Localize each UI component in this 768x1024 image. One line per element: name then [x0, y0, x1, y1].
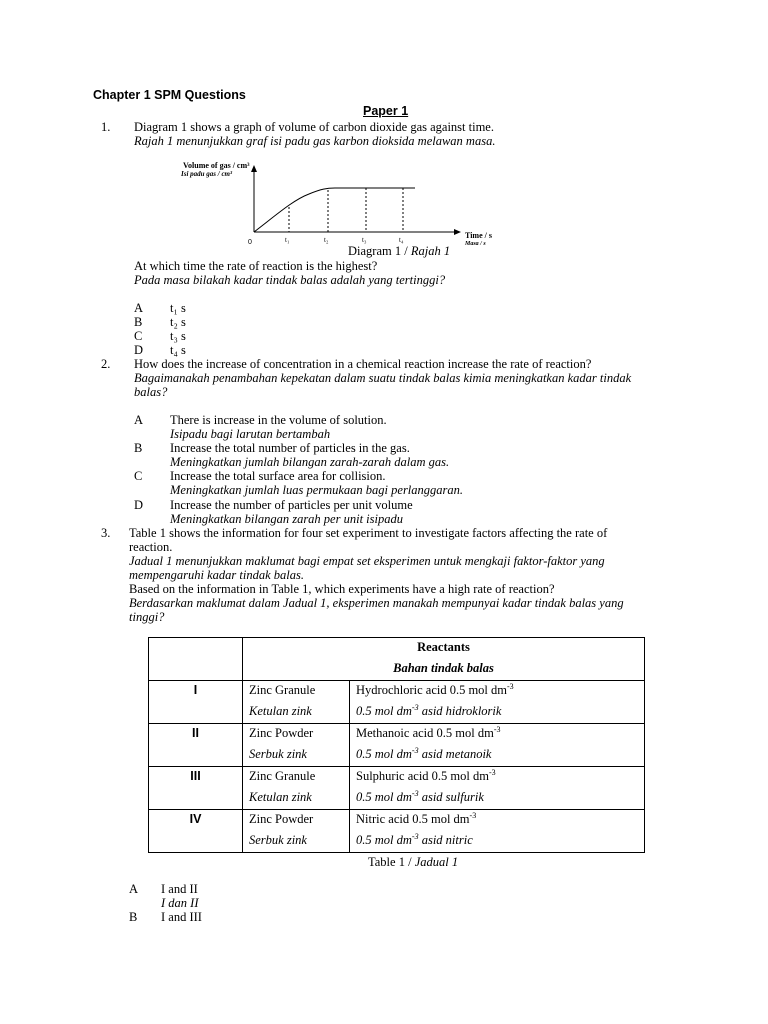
table-acid-cell: Sulphuric acid 0.5 mol $dm^{-3}$ 0.5 mol $dm^{-3}$ asid sulfurik: [350, 767, 645, 810]
q2-option-c-en: Increase the total surface area for collision.: [170, 469, 386, 483]
table-zinc-cell: Zinc Granule Ketulan zink: [243, 681, 350, 724]
q3-option-b-letter: B: [129, 910, 138, 924]
q2-option-d-en: Increase the number of particles per unit volume: [170, 498, 413, 512]
q1-option-c-letter: C: [134, 329, 143, 343]
q2-text-en: How does the increase of concentration in a chemical reaction increase the rate of reaction?: [134, 357, 592, 371]
table-header-empty: [149, 638, 243, 681]
table-row: [149, 681, 645, 724]
q3-text-ms-line2: mempengaruhi kadar tindak balas.: [129, 568, 304, 582]
table-zinc-cell: Zinc Powder Serbuk zink: [243, 724, 350, 767]
q2-option-a-ms: Isipadu bagi larutan bertambah: [170, 427, 331, 441]
q1-option-a-text: t₁ s: [170, 301, 186, 315]
q2-option-a-letter: A: [134, 413, 144, 427]
q1-option-a-letter: A: [134, 301, 144, 315]
table-acid-cell: Methanoic acid 0.5 mol $dm^{-3}$ 0.5 mol $dm^{-3}$ asid metanoik: [350, 724, 645, 767]
q2-number: 2.: [101, 357, 111, 371]
chapter-heading: Chapter 1 SPM Questions: [93, 88, 246, 102]
graph-y-label-ms: Isi padu gas / cm³: [181, 170, 233, 178]
paper-title: Paper 1: [363, 104, 409, 118]
graph-tick-t1: t₁: [285, 236, 290, 244]
graph-tick-t4: t₄: [399, 236, 404, 244]
q3-ask-ms-line2: tinggi?: [129, 610, 165, 624]
graph-curve: [254, 188, 415, 232]
q3-text-en-line1: Table 1 shows the information for four set experiment to investigate factors affecting the rate of: [129, 526, 608, 540]
table-header-cell: Reactants Bahan tindak balas: [243, 638, 645, 681]
q1-question-ms: Pada masa bilakah kadar tindak balas adalah yang tertinggi?: [134, 273, 446, 287]
graph-x-arrow: [454, 229, 461, 235]
q2-option-c-letter: C: [134, 469, 143, 483]
q2-option-b-ms: Meningkatkan jumlah bilangan zarah-zarah dalam gas.: [170, 455, 450, 469]
q2-option-b-letter: B: [134, 441, 143, 455]
table-row: [149, 810, 645, 853]
q3-number: 3.: [101, 526, 111, 540]
table-zinc-cell: Zinc Granule Ketulan zink: [243, 767, 350, 810]
q1-option-b-text: t₂ s: [170, 315, 186, 329]
q3-text-ms-line1: Jadual 1 menunjukkan maklumat bagi empat set eksperimen untuk mengkaji faktor-faktor yang: [129, 554, 605, 568]
q2-text-ms-line2: balas?: [134, 385, 168, 399]
graph-y-label-en: Volume of gas / cm³: [183, 161, 250, 170]
q3-ask-ms-line1: Berdasarkan maklumat dalam Jadual 1, eksperimen manakah mempunyai kadar tindak balas yang: [129, 596, 624, 610]
q1-question-en: At which time the rate of reaction is the highest?: [134, 259, 378, 273]
q2-option-b-en: Increase the total number of particles in the gas.: [170, 441, 410, 455]
q3-ask-en: Based on the information in Table 1, which experiments have a high rate of reaction?: [129, 582, 555, 596]
q3-option-a-en: I and II: [161, 882, 198, 896]
graph-y-arrow: [251, 165, 257, 172]
q2-option-d-ms: Meningkatkan bilangan zarah per unit isipadu: [170, 512, 403, 526]
table-row-id: II: [149, 724, 243, 767]
table-acid-cell: Nitric acid 0.5 mol $dm^{-3}$ 0.5 mol $dm^{-3}$ asid nitric: [350, 810, 645, 853]
q3-option-a-letter: A: [129, 882, 139, 896]
table-header-row: [149, 638, 645, 681]
graph-origin-label: 0: [248, 239, 252, 246]
graph-x-label-en: Time / s: [465, 231, 492, 240]
q2-option-c-ms: Meningkatkan jumlah luas permukaan bagi perlanggaran.: [170, 483, 464, 497]
table-acid-cell: Hydrochloric acid 0.5 mol $dm^{-3}$ 0.5 mol $dm^{-3}$ asid hidroklorik: [350, 681, 645, 724]
diagram-1-graph: [175, 158, 515, 250]
table-1-caption: Table 1 / Jadual 1: [368, 855, 459, 869]
table-1-reactants: [148, 637, 645, 853]
q2-text-ms-line1: Bagaimanakah penambahan kepekatan dalam suatu tindak balas kimia meningkatkan kadar tindak: [134, 371, 632, 385]
graph-tick-t2: t₂: [324, 236, 329, 244]
q3-option-a-ms: I dan II: [161, 896, 199, 910]
table-row-id: I: [149, 681, 243, 724]
q1-number: 1.: [101, 120, 111, 134]
q2-option-d-letter: D: [134, 498, 144, 512]
q1-option-b-letter: B: [134, 315, 143, 329]
q3-option-b-en: I and III: [161, 910, 202, 924]
q3-text-en-line2: reaction.: [129, 540, 173, 554]
diagram-1-caption: Diagram 1 / Rajah 1: [348, 244, 451, 258]
q1-option-d-letter: D: [134, 343, 144, 357]
table-row: [149, 767, 645, 810]
table-row-id: III: [149, 767, 243, 810]
graph-tick-t3: t₃: [362, 236, 367, 244]
graph-x-label-ms: Masa / s: [465, 241, 486, 247]
q1-text-en: Diagram 1 shows a graph of volume of carbon dioxide gas against time.: [134, 120, 494, 134]
q2-option-a-en: There is increase in the volume of solution.: [170, 413, 387, 427]
table-zinc-cell: Zinc Powder Serbuk zink: [243, 810, 350, 853]
q1-option-c-text: t₃ s: [170, 329, 186, 343]
table-row-id: IV: [149, 810, 243, 853]
table-row: [149, 724, 645, 767]
q1-text-ms: Rajah 1 menunjukkan graf isi padu gas karbon dioksida melawan masa.: [134, 134, 496, 148]
q1-option-d-text: t₄ s: [170, 343, 186, 357]
